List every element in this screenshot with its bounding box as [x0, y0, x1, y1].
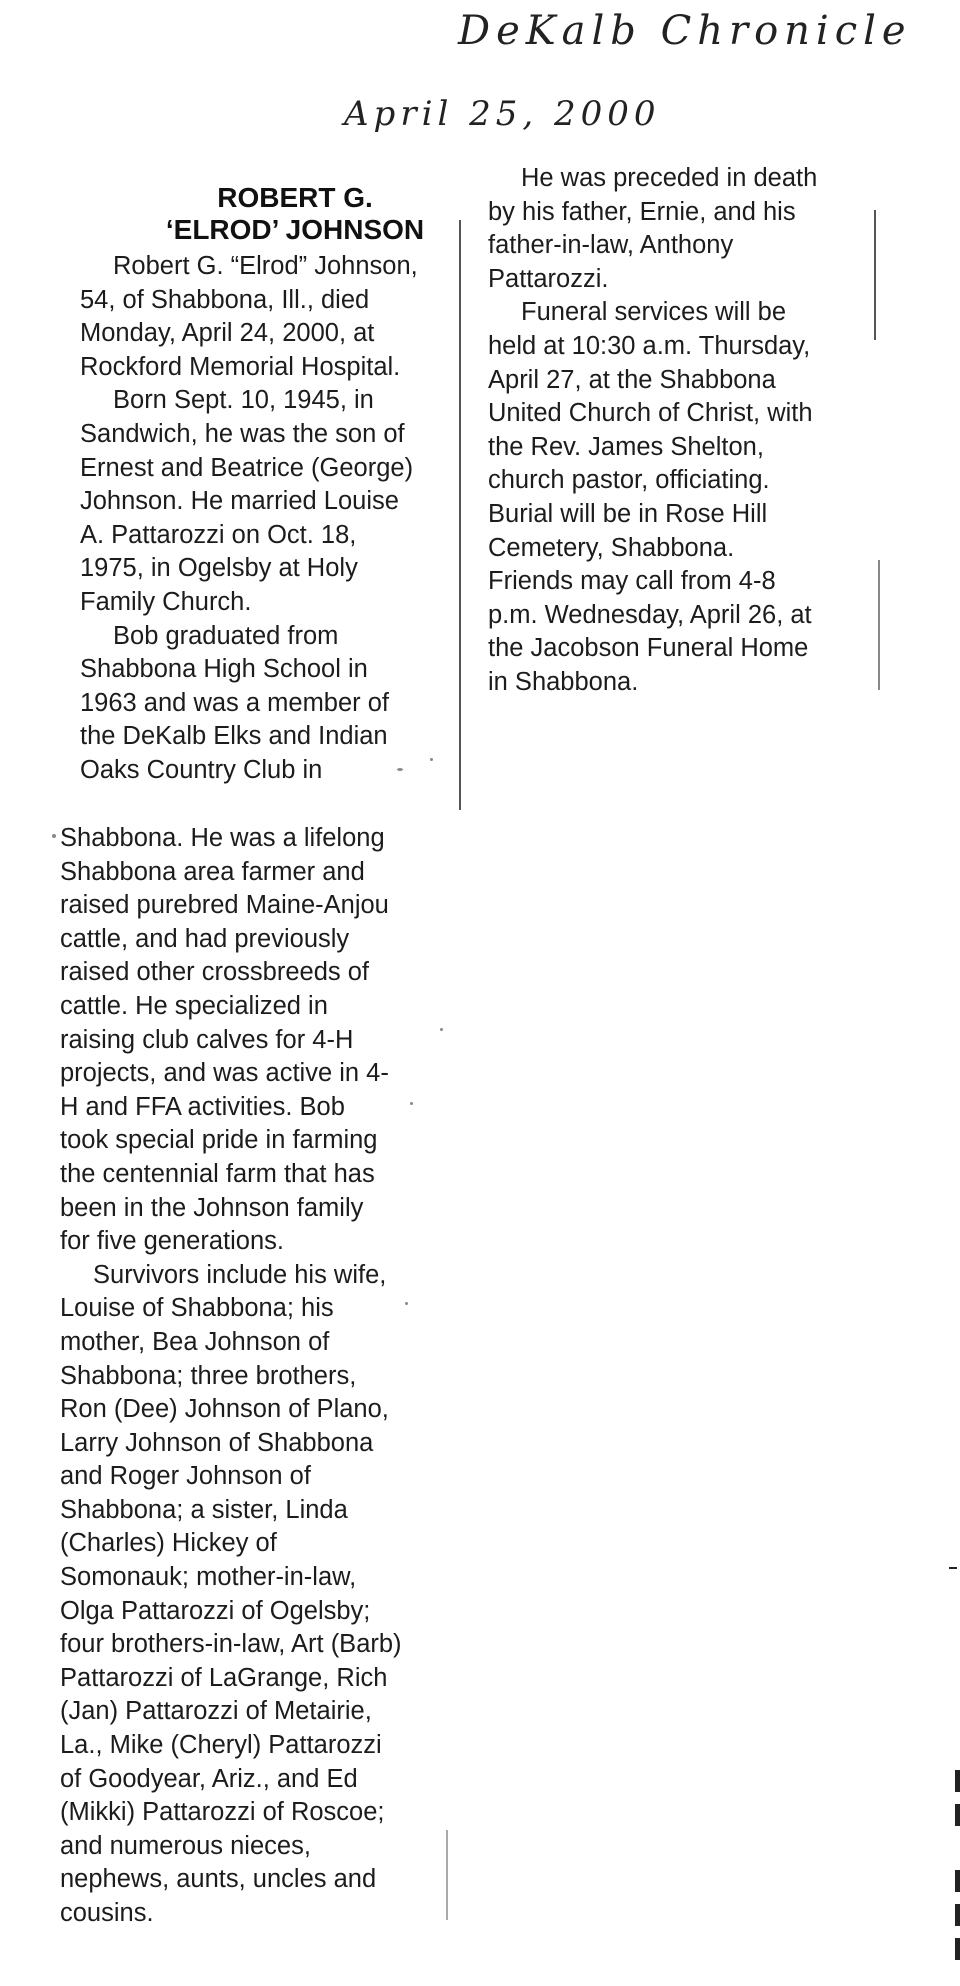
text-line: been in the Johnson family — [60, 1193, 364, 1222]
text-line: Johnson. He married Louise — [80, 487, 399, 516]
text-line: Sandwich, he was the son of — [80, 419, 405, 448]
headline-line-1: ROBERT G. — [217, 182, 373, 213]
scan-speck — [410, 1102, 413, 1105]
text-line: the centennial farm that has — [60, 1159, 375, 1188]
text-line: 1963 and was a member of — [80, 688, 390, 717]
text-line: Oaks Country Club in — [80, 755, 323, 784]
text-line: Rockford Memorial Hospital. — [80, 352, 401, 381]
text-line: raised other crossbreeds of — [60, 958, 369, 987]
text-line: for five generations. — [60, 1227, 284, 1256]
text-line: United Church of Christ, with — [488, 399, 813, 428]
column-rule-left — [459, 220, 461, 810]
text-line: in Shabbona. — [488, 667, 639, 696]
text-line: (Charles) Hickey of — [60, 1529, 277, 1558]
text-line: Somonauk; mother-in-law, — [60, 1563, 357, 1592]
text-line: cattle. He specialized in — [60, 991, 328, 1020]
text-line: (Jan) Pattarozzi of Metairie, — [60, 1697, 372, 1726]
edge-fragment — [955, 1870, 960, 1892]
text-line: the Rev. James Shelton, — [488, 432, 764, 461]
text-line: Monday, April 24, 2000, at — [80, 319, 375, 348]
headline-line-2: ‘ELROD’ JOHNSON — [165, 214, 425, 245]
text-line: H and FFA activities. Bob — [60, 1092, 345, 1121]
text-line: of Goodyear, Ariz., and Ed — [60, 1764, 358, 1793]
text-line: cattle, and had previously — [60, 924, 350, 953]
text-line: Ernest and Beatrice (George) — [80, 453, 414, 482]
text-line: raised purebred Maine-Anjou — [60, 891, 389, 920]
scan-speck — [52, 834, 56, 838]
handwritten-source-note: DeKalb Chronicle — [458, 8, 912, 54]
text-line: projects, and was active in 4- — [60, 1059, 389, 1088]
text-line: Olga Pattarozzi of Ogelsby; — [60, 1596, 371, 1625]
text-line: Shabbona; three brothers, — [60, 1361, 357, 1390]
left-column-top — [80, 250, 450, 788]
text-line: April 27, at the Shabbona — [488, 365, 776, 394]
text-line: Shabbona area farmer and — [60, 857, 365, 886]
text-line: by his father, Ernie, and his — [488, 197, 796, 226]
text-line: church pastor, officiating. — [488, 466, 770, 495]
text-line: Born Sept. 10, 1945, in — [113, 386, 374, 415]
text-line: Louise of Shabbona; his — [60, 1294, 334, 1323]
text-line: Burial will be in Rose Hill — [488, 499, 768, 528]
text-line: Shabbona; a sister, Linda — [60, 1495, 348, 1524]
column-rule-right-lower — [878, 560, 880, 690]
text-line: cousins. — [60, 1899, 154, 1927]
text-line: p.m. Wednesday, April 26, at — [488, 600, 812, 629]
text-line: father-in-law, Anthony — [488, 231, 734, 260]
column-rule-right — [874, 210, 876, 340]
text-line: and Roger Johnson of — [60, 1462, 311, 1491]
text-line: A. Pattarozzi on Oct. 18, — [80, 520, 357, 549]
edge-fragment — [949, 1567, 957, 1569]
obituary-headline — [150, 182, 440, 246]
scan-speck — [430, 758, 433, 761]
text-line: nephews, aunts, uncles and — [60, 1865, 377, 1894]
text-line: Robert G. “Elrod” Johnson, — [113, 252, 418, 280]
text-line: held at 10:30 a.m. Thursday, — [488, 331, 811, 360]
text-line: and numerous nieces, — [60, 1831, 311, 1860]
text-line: Friends may call from 4-8 — [488, 567, 776, 596]
text-line: raising club calves for 4-H — [60, 1025, 354, 1054]
text-line: Funeral services will be — [521, 298, 787, 327]
column-rule-lower — [446, 1830, 448, 1920]
edge-fragment — [955, 1938, 960, 1960]
right-column — [488, 162, 858, 700]
text-line: Ron (Dee) Johnson of Plano, — [60, 1395, 389, 1424]
text-line: Survivors include his wife, — [93, 1260, 387, 1289]
scan-speck — [405, 1302, 408, 1305]
text-line: Shabbona High School in — [80, 655, 368, 684]
text-line: 54, of Shabbona, Ill., died — [80, 285, 370, 314]
scan-speck — [397, 768, 403, 771]
edge-fragment — [955, 1904, 960, 1926]
text-line: mother, Bea Johnson of — [60, 1327, 330, 1356]
handwritten-date-note: April 25, 2000 — [344, 94, 661, 134]
text-line: Shabbona. He was a lifelong — [60, 824, 385, 852]
text-line: He was preceded in death — [521, 164, 818, 192]
text-line: Bob graduated from — [113, 621, 339, 650]
text-line: Pattarozzi of LaGrange, Rich — [60, 1663, 388, 1692]
text-line: the Jacobson Funeral Home — [488, 634, 809, 663]
scan-speck — [440, 1028, 443, 1031]
text-line: Larry Johnson of Shabbona — [60, 1428, 374, 1457]
text-line: Pattarozzi. — [488, 264, 609, 293]
text-line: Cemetery, Shabbona. — [488, 533, 735, 562]
text-line: four brothers-in-law, Art (Barb) — [60, 1630, 402, 1659]
edge-fragment — [955, 1770, 960, 1792]
text-line: 1975, in Ogelsby at Holy — [80, 554, 358, 583]
text-line: the DeKalb Elks and Indian — [80, 722, 388, 751]
text-line: (Mikki) Pattarozzi of Roscoe; — [60, 1798, 385, 1827]
left-column-bottom — [60, 822, 440, 1931]
edge-fragment — [955, 1804, 960, 1826]
text-line: Family Church. — [80, 587, 252, 616]
text-line: La., Mike (Cheryl) Pattarozzi — [60, 1731, 382, 1760]
text-line: took special pride in farming — [60, 1126, 378, 1155]
